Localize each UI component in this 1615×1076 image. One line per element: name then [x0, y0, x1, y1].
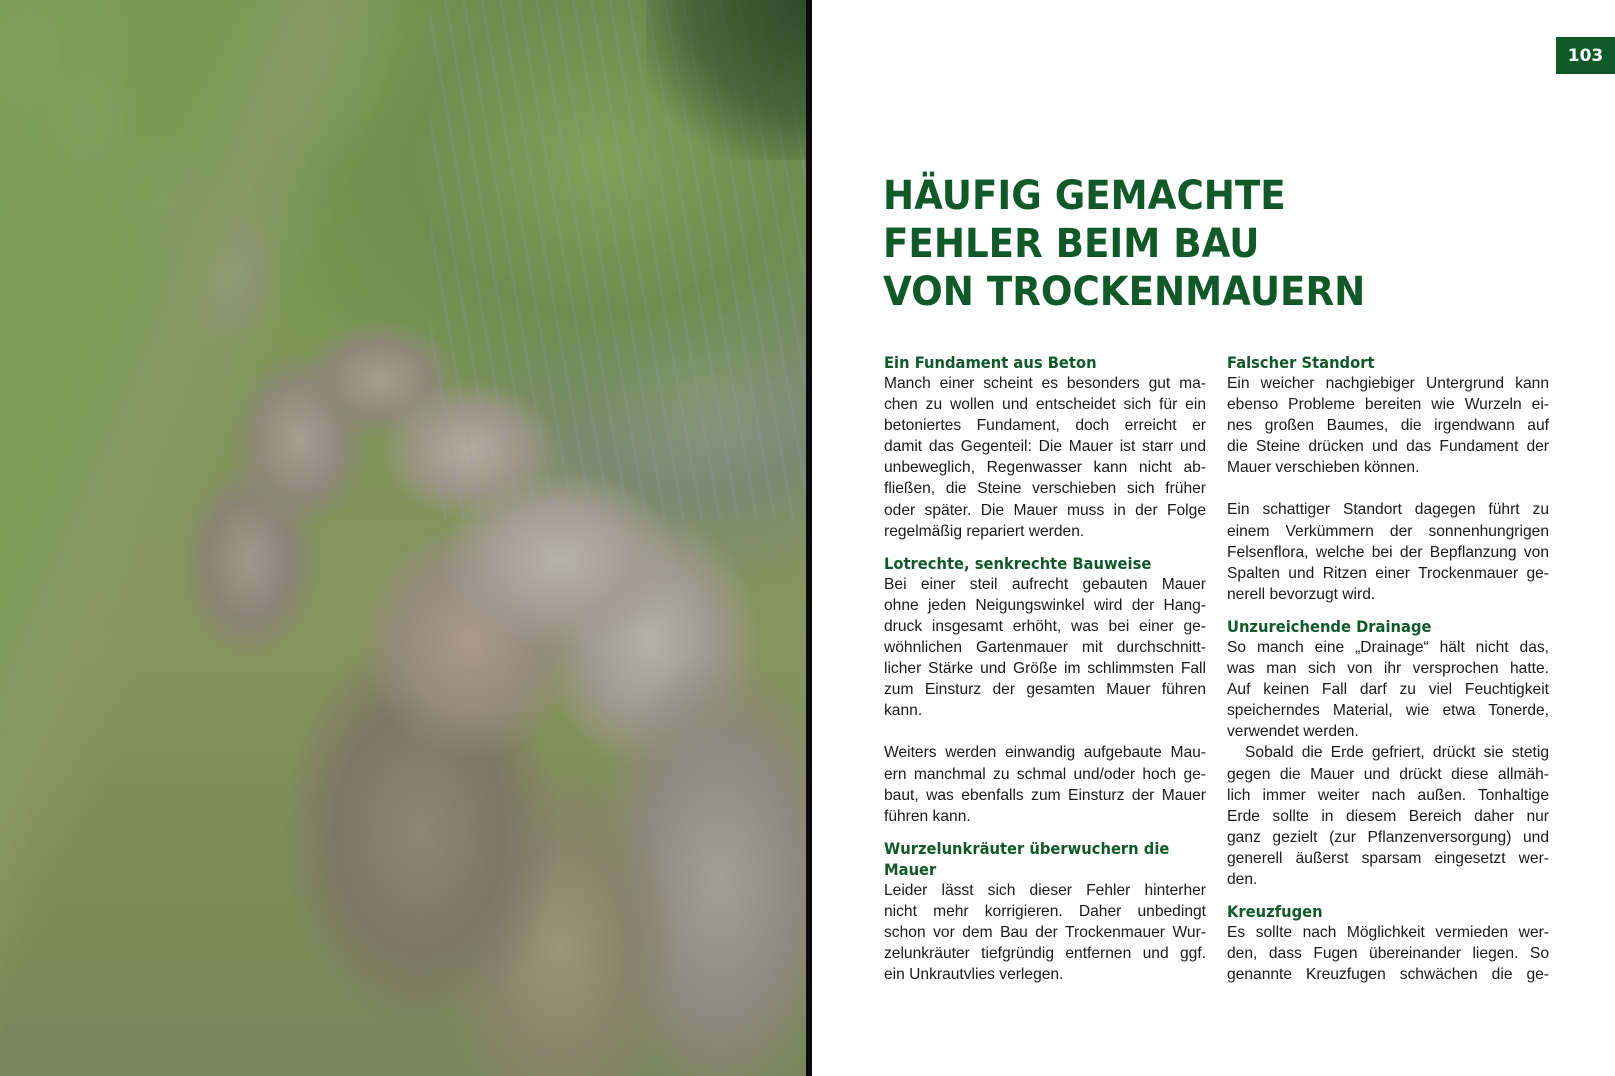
title-line: HÄUFIG GEMACHTE [883, 173, 1286, 219]
text-line: chen zu wollen und entscheidet sich für ein [884, 396, 1206, 414]
section-heading [884, 838, 1180, 880]
text-line: zum Einsturz der gesamten Mauer führen [884, 681, 1206, 699]
text-line: wöhnlichen Gartenmauer mit durchschnitt- [884, 639, 1206, 657]
text-line: Manch einer scheint es besonders gut ma- [884, 375, 1206, 392]
text-line: gegen die Mauer und drückt diese allmäh- [1227, 765, 1549, 783]
text-line: Ein schattiger Standort dagegen führt zu [1227, 501, 1549, 519]
text-line: fließen, die Steine verschieben sich früher [884, 480, 1206, 498]
text-line: einem Verkümmern der sonnenhungrigen [1227, 522, 1549, 540]
text-line: Spalten und Ritzen einer Trockenmauer ge- [1227, 564, 1549, 582]
section-paragraph [1227, 637, 1549, 742]
text-line: licher Stärke und Größe im schlimmsten Fall [884, 660, 1206, 678]
text-line: nes großen Baumes, die irgendwann auf [1227, 417, 1549, 435]
text-line: damit das Gegenteil: Die Mauer ist starr und [884, 438, 1206, 456]
text-line: nicht mehr korrigieren. Daher unbedingt [884, 902, 1206, 920]
section-lotrechte-bauweise [884, 553, 1206, 827]
text-line: baut, was ebenfalls zum Einsturz der Mauer [884, 786, 1206, 804]
text-line: den, dass Fugen übereinander liegen. So [1227, 945, 1549, 963]
section-kreuzfugen [1227, 901, 1549, 985]
text-line: lich immer weiter nach außen. Tonhaltige [1227, 786, 1549, 804]
text-line: ern manchmal zu schmal und/oder hoch ge- [884, 765, 1206, 783]
section-paragraph [1227, 742, 1549, 890]
text-line: Es sollte nach Möglichkeit vermieden wer- [1227, 924, 1549, 942]
text-column-right [1227, 352, 1549, 996]
page-number-badge: 103 [1556, 37, 1615, 74]
heading-line: Mauer [884, 859, 937, 879]
text-line: Leider lässt sich dieser Fehler hinterher [884, 881, 1206, 899]
section-paragraph [884, 742, 1206, 826]
title-line: FEHLER BEIM BAU [883, 221, 1260, 267]
text-line: Sobald die Erde gefriert, drückt sie stetig [1245, 744, 1549, 762]
text-line: verwendet werden. [1227, 723, 1359, 741]
text-line: Mauer verschieben können. [1227, 459, 1420, 477]
text-line: druck insgesamt erhöht, was bei einer ge- [884, 617, 1206, 635]
text-line: unbeweglich, Regenwasser kann nicht ab- [884, 459, 1206, 477]
text-line: die Steine drücken und das Fundament der [1227, 438, 1549, 456]
book-gutter [806, 0, 812, 1076]
text-line: speicherndes Material, wie etwa Tonerde, [1227, 702, 1549, 720]
text-line: Ein weicher nachgiebiger Untergrund kann [1227, 375, 1549, 392]
text-line: ganz gezielt (zur Pflanzenversorgung) und [1227, 828, 1549, 846]
section-fundament-beton [884, 352, 1206, 542]
heading-line: Wurzelunkräuter überwuchern die [884, 838, 1170, 858]
section-heading: Falscher Standort [1227, 353, 1375, 372]
text-line: führen kann. [884, 807, 971, 825]
text-line: ohne jeden Neigungswinkel wird der Hang- [884, 596, 1206, 614]
section-paragraph [1227, 922, 1549, 985]
section-paragraph [1227, 373, 1549, 478]
text-line: den. [1227, 870, 1258, 888]
section-paragraph [884, 574, 1206, 722]
section-paragraph [884, 880, 1206, 985]
text-line: Felsenflora, welche bei der Bepflanzung von [1227, 543, 1549, 561]
section-heading: Ein Fundament aus Beton [884, 353, 1097, 372]
section-paragraph [1227, 499, 1549, 604]
text-line: schon vor dem Bau der Trockenmauer Wur- [884, 923, 1206, 941]
text-line: Bei einer steil aufrecht gebauten Mauer [884, 575, 1206, 593]
section-falscher-standort [1227, 352, 1549, 605]
page-title [883, 172, 1365, 316]
text-line: Erde sollte in diesem Bereich daher nur [1227, 807, 1549, 825]
text-line: ein Unkrautvlies verlegen. [884, 966, 1064, 984]
title-line: VON TROCKENMAUERN [883, 269, 1366, 315]
text-column-left [884, 352, 1206, 996]
text-line: betoniertes Fundament, doch erreicht er [884, 417, 1206, 435]
text-line: nerell bevorzugt wird. [1227, 585, 1376, 603]
section-paragraph [884, 373, 1206, 542]
text-line: was man sich von ihr versprochen hatte. [1227, 660, 1549, 678]
section-heading: Lotrechte, senkrechte Bauweise [884, 553, 1152, 573]
text-line: genannte Kreuzfugen schwächen die ge- [1227, 966, 1549, 984]
text-line: zelunkräuter tiefgründig entfernen und ggf. [884, 945, 1206, 963]
text-line: regelmäßig repariert werden. [884, 522, 1085, 540]
dry-stone-wall-photo [0, 0, 806, 1076]
photo-shadow-area [646, 0, 806, 160]
section-heading: Unzureichende Drainage [1227, 616, 1432, 636]
section-wurzelunkraeuter [884, 838, 1206, 985]
text-line: So manch eine „Drainage“ hält nicht das, [1227, 638, 1549, 656]
section-heading: Kreuzfugen [1227, 902, 1323, 922]
text-line: Weiters werden einwandig aufgebaute Mau- [884, 744, 1206, 762]
text-line: oder später. Die Mauer muss in der Folge [884, 501, 1206, 519]
section-unzureichende-drainage [1227, 616, 1549, 890]
text-line: ebenso Probleme bereiten wie Wurzeln ei- [1227, 396, 1549, 414]
text-line: generell äußerst sparsam eingesetzt wer- [1227, 849, 1549, 867]
text-line: Auf keinen Fall darf zu viel Feuchtigkeit [1227, 681, 1549, 699]
text-line: kann. [884, 702, 923, 720]
